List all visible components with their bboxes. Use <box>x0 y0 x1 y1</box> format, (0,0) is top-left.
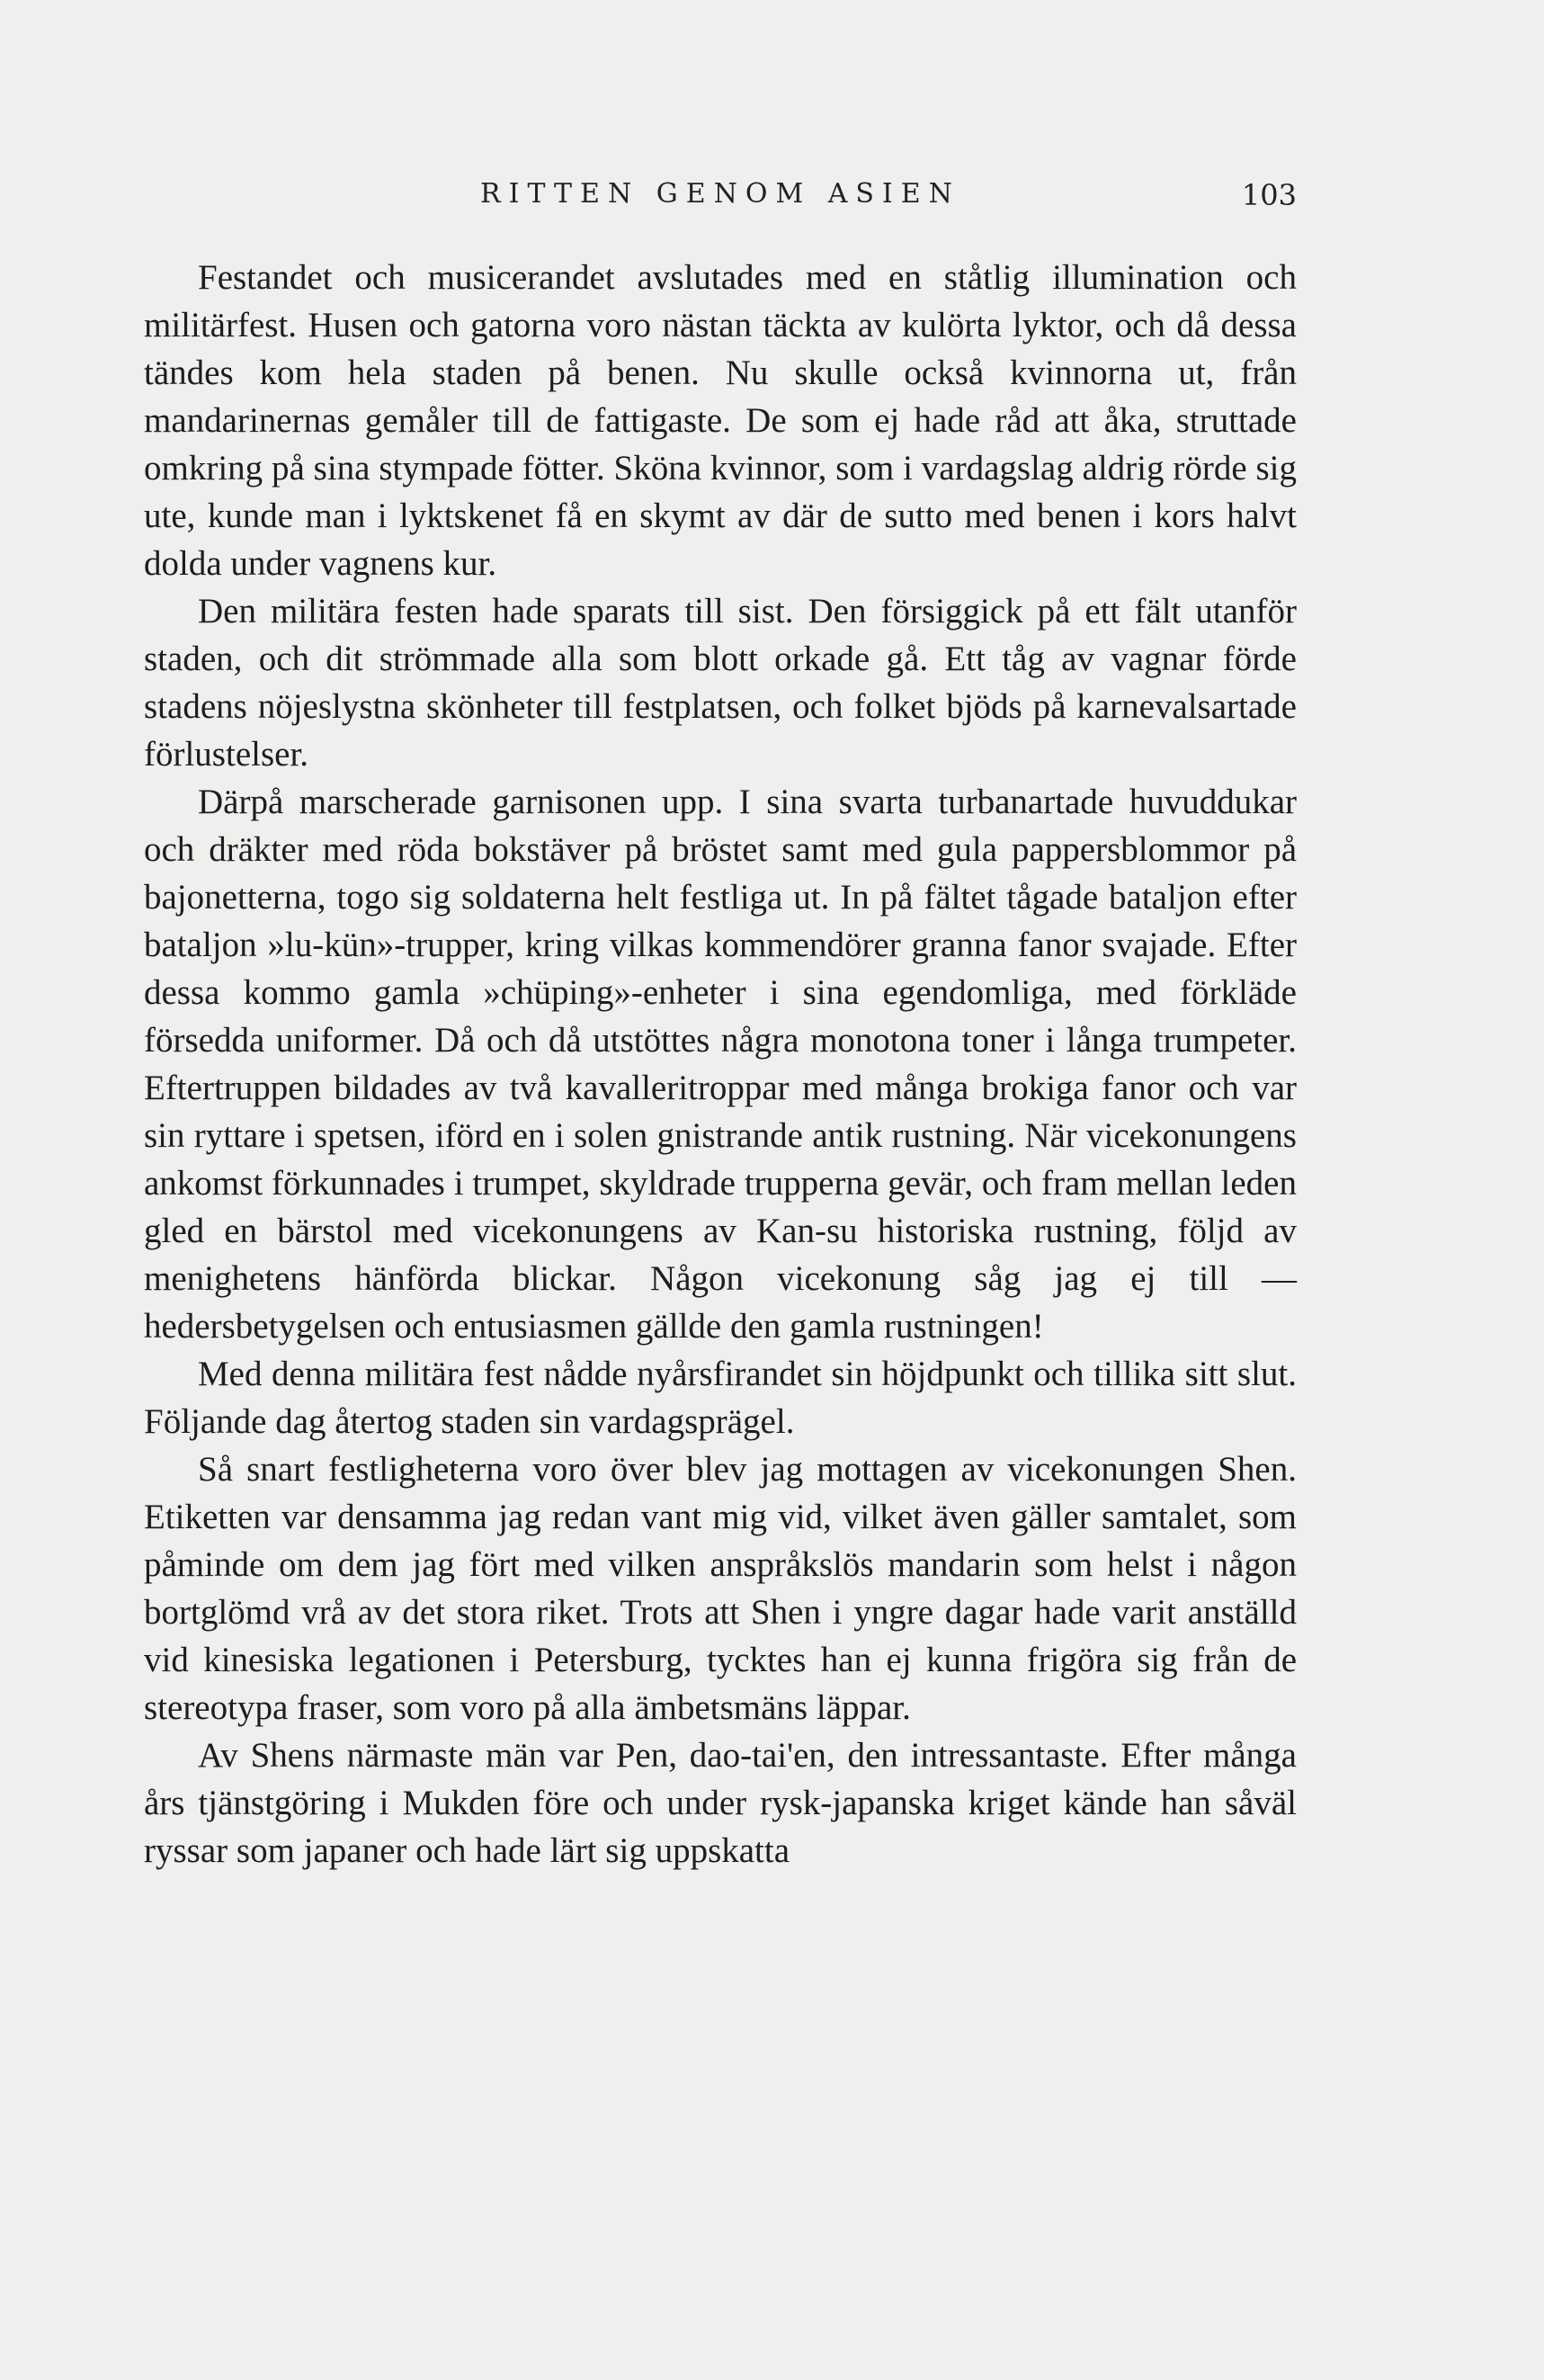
running-head <box>144 178 1297 223</box>
paragraph-5: Så snart festligheterna voro över blev jag mottagen av vicekonungen Shen. Etiketten var densamma jag redan vant mig vid, vilket även gäller samtalet, som påminde om dem jag fört med vilken anspråkslös mandarin som helst i någon bortglömd vrå av det stora riket. Trots att Shen i yngre dagar hade varit anställd vid kinesiska legationen i Petersburg, tycktes han ej kunna frigöra sig från de stereotypa fraser, som voro på alla ämbetsmäns läppar. <box>144 1450 1297 1727</box>
paragraph-2: Den militära festen hade sparats till sist. Den försiggick på ett fält utanför staden, och dit strömmade alla som blott orkade gå. Ett tåg av vagnar förde stadens nöjeslystna skönheter till festplatsen, och folket bjöds på karnevalsartade förlustelser. <box>144 592 1297 774</box>
body-text <box>144 254 1297 1874</box>
paragraph-6: Av Shens närmaste män var Pen, dao-tai'en, den intressantaste. Efter många års tjänstgöring i Mukden före och under rysk-japanska kriget kände han såväl ryssar som japaner och hade lärt sig uppskatta <box>144 1736 1297 1870</box>
running-title: RITTEN GENOM ASIEN <box>480 178 960 210</box>
paragraph-4: Med denna militära fest nådde nyårsfirandet sin höjdpunkt och tillika sitt slut. Följande dag återtog staden sin vardagsprägel. <box>144 1355 1297 1441</box>
paragraph-1: Festandet och musicerandet avslutades med en ståtlig illumination och militärfest. Husen och gatorna voro nästan täckta av kulörta lyktor, och då dessa tändes kom hela staden på benen. Nu skulle också kvinnorna ut, från mandarinernas gemåler till de fattigaste. De som ej hade råd att åka, struttade omkring på sina stympade fötter. Sköna kvinnor, som i vardagslag aldrig rörde sig ute, kunde man i lyktskenet få en skymt av där de sutto med benen i kors halvt dolda under vagnens kur. <box>144 258 1297 583</box>
page-number: 103 <box>1241 178 1297 212</box>
paragraph-3: Därpå marscherade garnisonen upp. I sina svarta turbanartade huvuddukar och dräkter med röda bokstäver på bröstet samt med gula pappersblommor på bajonetterna, togo sig soldaterna helt festliga ut. In på fältet tågade bataljon efter bataljon »lu-kün»-trupper, kring vilkas kommendörer granna fanor svajade. Efter dessa kommo gamla »chüping»-enheter i sina egendomliga, med förkläde försedda uniformer. Då och då utstöttes några monotona toner i långa trumpeter. Eftertruppen bildades av två kavalleritroppar med många brokiga fanor och var sin ryttare i spetsen, iförd en i solen gnistrande antik rustning. När vicekonungens ankomst förkunnades i trumpet, skyldrade trupperna gevär, och fram mellan leden gled en bärstol med vicekonungens av Kan-su historiska rustning, följd av menighetens hänförda blickar. Någon vicekonung såg jag ej till — hedersbetygelsen och entusiasmen gällde den gamla rustningen! <box>144 783 1297 1346</box>
